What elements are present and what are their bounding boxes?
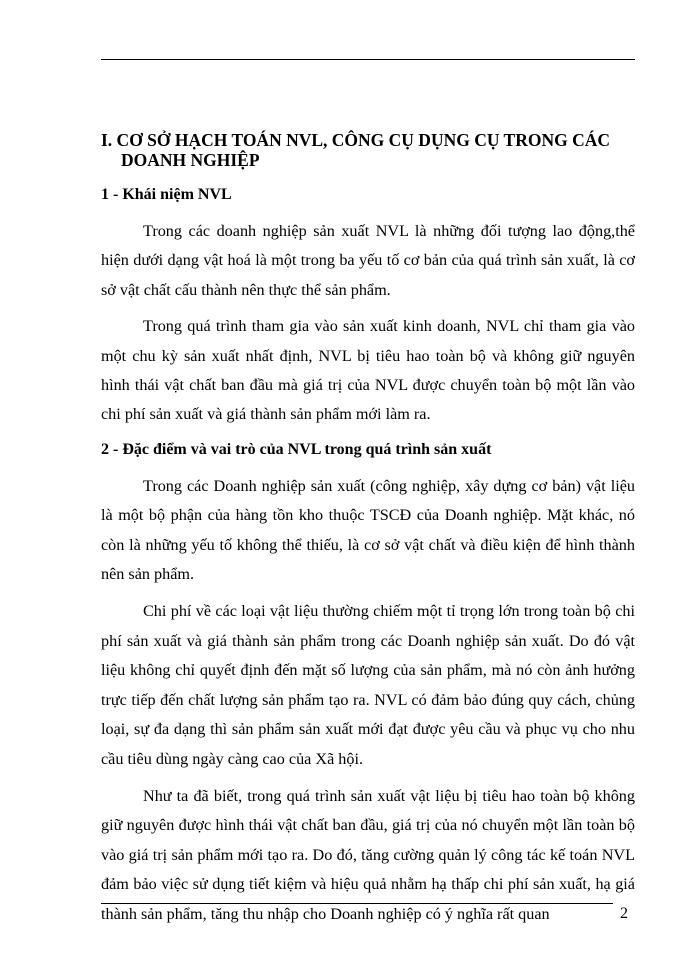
section-2-paragraph: Trong các Doanh nghiệp sản xuất (công nghiệp, xây dựng cơ bản) vật liệu là một bộ phận của hàng tồn kho thuộc TSCĐ của Doanh nghiệp. Mặt khác, nó còn là những yếu tố không thể thiếu, là cơ sở vật chất và điều kiện để hình thành nên sản phẩm. [101,476,635,584]
section-1-title: 1 - Khái niệm NVL [101,186,232,203]
section-2-paragraph: Như ta đã biết, trong quá trình sản xuất vật liệu bị tiêu hao toàn bộ không giữ nguyên được hình thái vật chất ban đầu, giá trị của nó chuyển một lần toàn bộ vào giá trị sản phẩm mới tạo ra. Do đó, tăng cường quản lý công tác kế toán NVL đảm bảo việc sử dụng tiết kiệm và hiệu quả nhằm hạ thấp chi phí sản xuất, hạ giá thành sản phẩm, tăng thu nhập cho Doanh nghiệp có ý nghĩa rất quan [101,786,635,923]
section-1-paragraph: Trong các doanh nghiệp sản xuất NVL là những đối tượng lao động,thể hiện dưới dạng vật hoá là một trong ba yếu tố cơ bản của quá trình sản xuất, là cơ sở vật chất cấu thành nên thực thể sản phẩm. [101,222,635,299]
chapter-heading: I. CƠ SỞ HẠCH TOÁN NVL, CÔNG CỤ DỤNG CỤ TRONG CÁC DOANH NGHIỆP [101,130,611,170]
section-2-title: 2 - Đặc điểm và vai trò của NVL trong quá trình sản xuất [101,440,492,458]
page-number: 2 [620,905,628,922]
section-1-paragraph: Trong quá trình tham gia vào sản xuất kinh doanh, NVL chỉ tham gia vào một chu kỳ sản xuất nhất định, NVL bị tiêu hao toàn bộ và không giữ nguyên hình thái vật chất ban đầu mà giá trị của NVL được chuyển toàn bộ một lần vào chi phí sản xuất và giá thành sản phẩm mới làm ra. [101,317,635,424]
footer-rule [101,903,613,904]
section-2-paragraph: Chi phí về các loại vật liệu thường chiếm một tỉ trọng lớn trong toàn bộ chi phí sản xuất và giá thành sản phẩm trong các Doanh nghiệp sản xuất. Do đó vật liệu không chỉ quyết định đến mặt số lượng của sản phẩm, mà nó còn ảnh hưởng trực tiếp đến chất lượng sản phẩm tạo ra. NVL có đảm bảo đúng quy cách, chủng loại, sự đa dạng thì sản phẩm sản xuất mới đạt được yêu cầu và phục vụ cho nhu cầu tiêu dùng ngày càng cao của Xã hội. [101,602,635,768]
header-rule [101,59,635,60]
page-content [101,130,635,929]
